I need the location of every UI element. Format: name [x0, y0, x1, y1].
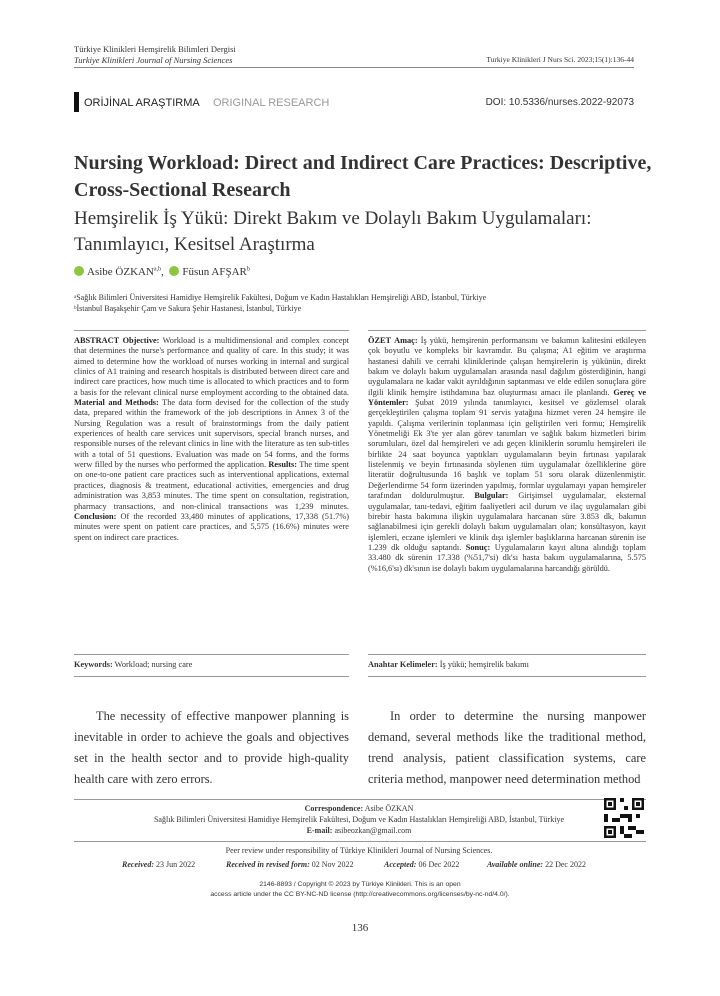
- peer-review-note: Peer review under responsibility of Türkiye Klinikleri Journal of Nursing Sciences.: [225, 846, 493, 855]
- body-column-right: In order to determine the nursing manpower demand, several methods like the traditional method, trend analysis, patient classification systems, care criteria method, manpower need determination method: [368, 709, 646, 786]
- online-value: 22 Dec 2022: [545, 860, 586, 869]
- title-english: Nursing Workload: Direct and Indirect Care Practices: Descriptive, Cross-Sectional Research: [74, 152, 652, 201]
- author-affiliation-mark: a,b: [153, 266, 162, 273]
- revised-value: 02 Nov 2022: [311, 860, 354, 869]
- results-label: Bulgular:: [474, 491, 509, 501]
- orcid-icon[interactable]: [74, 266, 84, 276]
- received-label: Received:: [122, 860, 154, 869]
- email-link[interactable]: asibeozkan@gmail.com: [334, 826, 412, 835]
- email-label: E-mail:: [306, 826, 333, 835]
- correspondence-label: Correspondence:: [304, 804, 364, 813]
- objective-text: Workload is a multidimensional and complex concept that determines the nurse's performance and quality of care. In this study; it was aimed to determine how the workload of nurses working in internal and surgical clinics of A1 training and research hospitals is distributed between direct care and indirect care practices, how much time is allocated to which practices and to form a basis for the relevant clinical nurse employment according to the obtained data.: [74, 336, 349, 397]
- abstract-label: ÖZET: [368, 336, 392, 345]
- author-affiliation-mark: b: [246, 266, 250, 273]
- conclusion-text: Uygulamaların kayıt altına alındığı toplam 33.480 dk sürenin 17.338 (%51,7'si) dk'sı hasta bakım uygulamalarına, 5.575 (%16,6'sı) dk'sının ise dolaylı bakım uygulamalarına harcandığı görüldü.: [368, 542, 646, 573]
- doi[interactable]: DOI: 10.5336/nurses.2022-92073: [485, 97, 634, 108]
- keywords-turkish: [368, 660, 529, 669]
- affiliation: ᵃSağlık Bilimleri Üniversitesi Hamidiye Hemşirelik Fakültesi, Doğum ve Kadın Hastalıkları Hemşireliği ABD, İstanbul, Türkiye: [74, 293, 487, 302]
- keywords-text: İş yükü; hemşirelik bakımı: [439, 660, 529, 669]
- license-notice: [150, 880, 570, 900]
- date-online: [487, 860, 586, 869]
- author-name: Füsun AFŞAR: [182, 266, 247, 278]
- license-line: 2146-8893 / Copyright © 2023 by Türkiye Klinikleri. This is an open: [259, 881, 461, 888]
- author-name: Asibe ÖZKAN: [87, 266, 154, 278]
- journal-name-en: Turkiye Klinikleri Journal of Nursing Sciences: [74, 55, 233, 65]
- article-type-en: ORIGINAL RESEARCH: [213, 97, 330, 109]
- conclusion-text: Of the recorded 33,480 minutes of applications, 17,338 (51.7%) minutes were spent on patient care practices, and 5,575 (16.6%) minutes were spent on indirect care practices.: [74, 511, 349, 542]
- header-divider: [74, 67, 634, 68]
- online-label: Available online:: [487, 860, 544, 869]
- footer-rule: [74, 799, 646, 800]
- accepted-label: Accepted:: [384, 860, 417, 869]
- date-revised: [226, 860, 354, 869]
- objective-text: İş yükü, hemşirenin performansını ve bakımın kalitesini etkileyen çok boyutlu ve kompleks bir kavramdır. Bu çalışma; A1 eğitim ve araştırma hastanesi dahili ve cerrahi kliniklerinde çalışan hemşirelerin iş yükünün, direkt bakım ve dolaylı bakım uygulamaları arasında nasıl dağılım gösterdiğinin, hangi uygulamalara ne kadar vakit ayrıldığının saptanması ve elde edilen sonuçlara göre ilgili klinik hemşire istihdamına baz oluşturması amacı ile planlandı.: [368, 336, 646, 397]
- affiliations: [74, 292, 486, 314]
- received-value: 23 Jun 2022: [155, 860, 196, 869]
- revised-label: Received in revised form:: [226, 860, 310, 869]
- abstract-english: [74, 336, 349, 543]
- keywords-bottom-rule: [368, 676, 646, 677]
- article-type-tr: ORİJİNAL ARAŞTIRMA: [84, 97, 200, 109]
- objective-label: Objective:: [122, 336, 160, 345]
- keywords-text: Workload; nursing care: [114, 660, 193, 669]
- methods-text: Şubat 2019 yılında tanımlayıcı, kesitsel ve gözlemsel olarak gerçekleştirilen çalışma toplam 91 servis yatağına hizmet veren 24 hemşire ile yapıldı. Çalışma verilerinin toplanması için geliştirilen veri formu; Hemşirelik Yönetmeliği Ek 3'te yer alan görev tanımları ve sağlık bakım hizmetleri birim sorumluları, özel dal hemşireleri ve adı geçen kliniklerin sorumlu hemşireleri ile birlikte 24 saat boyunca yaptıkları uygulamaların beyin fırtınası yapılarak listelenmiş ve beyin fırtınasında söylenen tüm uygulamalar özelliklerine göre literatür doğrultusunda 16 başlık ve toplam 51 soru olarak düzenlenmiştir. Değerlendirme 54 form üzerinden yapılmış, formlar uygulamayı yapan hemşireler tarafından doldurulmuştur.: [368, 398, 646, 501]
- correspondence-name: Asibe ÖZKAN: [364, 804, 414, 813]
- methods-label: Gereç ve Yöntemler:: [368, 387, 647, 408]
- body-column-left: The necessity of effective manpower planning is inevitable in order to achieve the goals and objectives set in the health sector and to provide high-quality health care with zero errors.: [74, 709, 349, 786]
- citation: Turkiye Klinikleri J Nurs Sci. 2023;15(1):136-44: [486, 55, 634, 64]
- methods-text: The data form devised for the collection of the study data, prepared within the framework of the job descriptions in Annex 3 of the Nursing Regulation was a result of brainstormings from the daily patient experiences of health care services unit supervisors, special branch nurses, and responsible nurses of the relevant clinics in line with the literature as ten sub-titles with a total of 51 questions. Evaluation was made on 54 forms, and the forms werw filled by the nurses who performed the application.: [74, 398, 349, 470]
- results-label: Results:: [268, 460, 297, 470]
- title-turkish: Hemşirelik İş Yükü: Direkt Bakım ve Dolaylı Bakım Uygulamaları: Tanımlayıcı, Kesitsel Araştırma: [74, 208, 592, 255]
- date-received: [122, 860, 195, 869]
- journal-header: [74, 44, 236, 66]
- page-number: 136: [351, 922, 369, 934]
- keywords-bottom-rule: [74, 676, 349, 677]
- objective-label: Amaç:: [394, 336, 418, 345]
- author-list: Asibe ÖZKAN$^{a,b}$, Füsun AFŞAR$^b$: [74, 266, 250, 278]
- keywords-label: Anahtar Kelimeler:: [368, 660, 438, 669]
- journal-name-tr: Türkiye Klinikleri Hemşirelik Bilimleri Dergisi: [74, 44, 236, 54]
- qr-code[interactable]: [604, 798, 644, 838]
- correspondence: [74, 803, 644, 836]
- orcid-icon[interactable]: [169, 266, 179, 276]
- abstract-top-rule: [74, 330, 349, 331]
- footer-rule: [74, 841, 646, 842]
- keywords-rule: [368, 654, 646, 655]
- license-line[interactable]: access article under the CC BY-NC-ND license (http://creativecommons.org/licenses/by-nc-nd/4.0/).: [210, 891, 510, 898]
- abstract-top-rule: [368, 330, 646, 331]
- results-text: Girişimsel uygulamalar, eksternal uygulamalar, tanı-tedavi, eğitim faaliyetleri acil durum ve ilaç uygulamaları gibi birebir hasta bakımına ilişkin uygulamalara harcanan süre 3.853 dk, bakımın sağlanabilmesi için gerekli dolaylı bakım uygulamaları olan; konsültasyon, kayıt işlemleri, eczane işlemleri ve klinik dışı işlemler başlıklarına harcanan sürenin ise 1.239 dk olduğu saptandı.: [368, 491, 647, 552]
- abstract-turkish: [368, 336, 646, 574]
- accepted-value: 06 Dec 2022: [418, 860, 460, 869]
- article-type-bar: [74, 92, 79, 112]
- keywords-english: [74, 660, 192, 669]
- date-accepted: [384, 860, 459, 869]
- correspondence-address: Sağlık Bilimleri Üniversitesi Hamidiye Hemşirelik Fakültesi, Doğum ve Kadın Hastalıkları Hemşireliği ABD, İstanbul, Türkiye: [153, 815, 564, 824]
- abstract-label: ABSTRACT: [74, 336, 120, 345]
- keywords-rule: [74, 654, 349, 655]
- conclusion-label: Conclusion:: [74, 511, 117, 521]
- affiliation: ᵇİstanbul Başakşehir Çam ve Sakura Şehir Hastanesi, İstanbul, Türkiye: [74, 304, 302, 313]
- methods-label: Material and Methods:: [74, 398, 159, 408]
- conclusion-label: Sonuç:: [465, 542, 491, 552]
- keywords-label: Keywords:: [74, 660, 113, 669]
- results-text: The time spent on one-to-one patient care practices such as interventional applications, external practices, diagnosis & treatment, educational activities, emergencies and drug administration was 3,853 minutes. The time spent on consultation, registration, pharmacy transactions, and non-clinical transactions was 1,239 minutes.: [74, 460, 349, 511]
